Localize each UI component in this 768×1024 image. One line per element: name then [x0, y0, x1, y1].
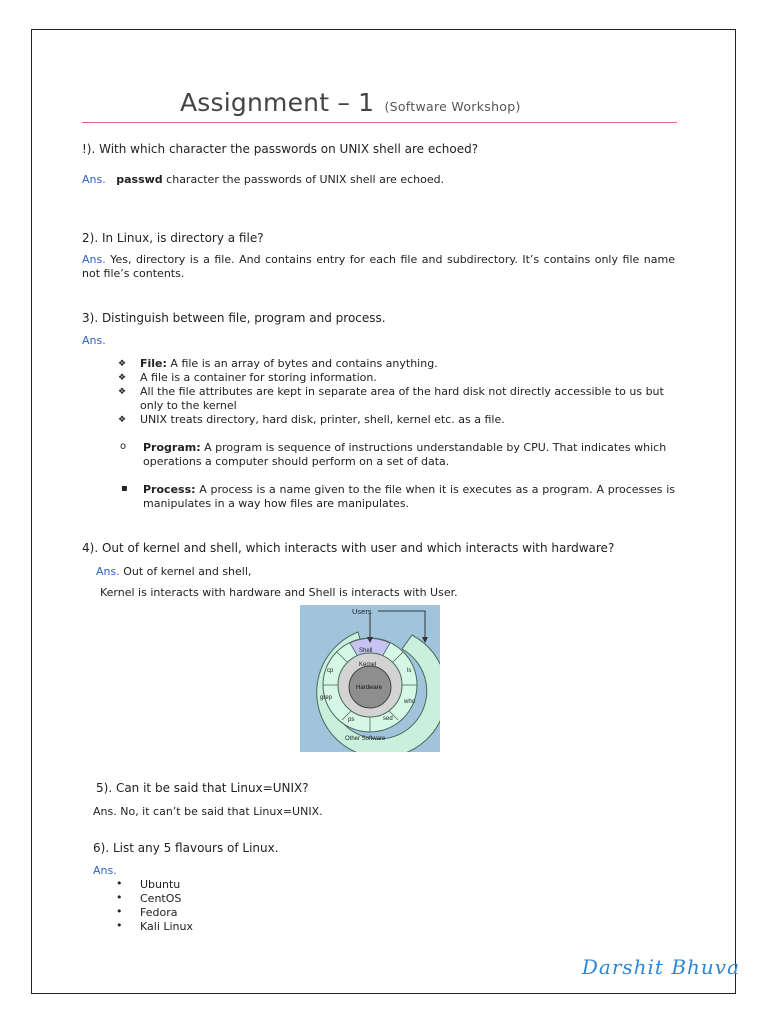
diagram-label-cp: cp — [327, 668, 334, 674]
diamond-bullet-icon: ❖ — [118, 387, 127, 397]
title-text: Assignment – 1 — [180, 88, 375, 117]
diagram-label-grep: grep — [320, 695, 333, 701]
file-item-text: A file is a container for storing information. — [140, 371, 377, 384]
list-item — [118, 385, 675, 413]
flavour-name: CentOS — [140, 892, 182, 905]
title-subtitle: (Software Workshop) — [384, 99, 521, 114]
flavour-name: Ubuntu — [140, 878, 181, 891]
answer-4-label: Ans. — [96, 565, 120, 578]
list-item — [118, 371, 675, 385]
answer-4-text: Out of kernel and shell, — [119, 565, 252, 578]
question-3: 3). Distinguish between file, program and process. — [82, 311, 386, 325]
list-item — [116, 891, 193, 906]
list-item — [116, 905, 193, 920]
list-item — [116, 919, 194, 934]
answer-5 — [93, 805, 323, 819]
file-term: File: — [140, 357, 167, 370]
answer-5-label: Ans. — [93, 805, 117, 818]
diagram-label-ps: ps — [348, 717, 355, 723]
answer-2-label: Ans. — [82, 253, 106, 266]
answer-1-text: character the passwords of UNIX shell are echoed. — [162, 173, 445, 186]
flavour-name: Fedora — [140, 906, 178, 919]
file-bullet-list — [118, 357, 675, 427]
list-item — [118, 413, 675, 427]
process-term: Process: — [143, 483, 196, 496]
diamond-bullet-icon: ❖ — [118, 415, 127, 425]
diagram-label-sed: sed — [383, 716, 393, 722]
question-1: !). With which character the passwords on UNIX shell are echoed? — [82, 142, 479, 156]
list-item — [118, 357, 675, 371]
flavour-name: Kali Linux — [140, 920, 194, 933]
question-6: 6). List any 5 flavours of Linux. — [93, 841, 279, 855]
file-item-text: UNIX treats directory, hard disk, printer, shell, kernel etc. as a file. — [140, 413, 505, 426]
answer-4-line-2: Kernel is interacts with hardware and Shell is interacts with User. — [100, 586, 458, 599]
answer-6-label: Ans. — [93, 864, 117, 877]
bullet-dot-icon: • — [116, 919, 123, 932]
question-2: 2). In Linux, is directory a file? — [82, 231, 264, 245]
unix-architecture-diagram — [300, 605, 440, 752]
file-item-text: A file is an array of bytes and contains anything. — [166, 357, 438, 370]
title-underline — [82, 122, 677, 123]
process-definition — [121, 483, 675, 511]
question-4: 4). Out of kernel and shell, which interacts with user and which interacts with hardware? — [82, 541, 615, 555]
answer-2 — [82, 253, 675, 281]
answer-1 — [82, 173, 444, 187]
diagram-label-shell: Shell — [359, 648, 373, 654]
answer-1-label: Ans. — [82, 173, 106, 186]
diamond-bullet-icon: ❖ — [118, 359, 127, 369]
answer-1-term: passwd — [116, 173, 163, 186]
page-title — [180, 88, 521, 117]
diagram-label-hardware: Hardware — [356, 685, 383, 691]
diagram-label-kernel: Kernel — [359, 662, 377, 668]
linux-flavours-list — [116, 877, 194, 934]
diagram-label-ls: ls — [407, 668, 412, 674]
diagram-label-who: who — [404, 699, 416, 705]
bullet-dot-icon: • — [116, 891, 123, 904]
list-item — [116, 877, 193, 892]
program-definition — [120, 441, 675, 469]
author-signature: Darshit Bhuva — [581, 955, 740, 979]
answer-5-text: No, it can’t be said that Linux=UNIX. — [116, 805, 323, 818]
process-text: A process is a name given to the file when it is executes as a program. A processes is manipulates in a way how files are manipulates. — [143, 483, 675, 510]
diagram-label-users: Users — [352, 607, 372, 616]
diagram-label-other-software: Other Software — [345, 736, 386, 742]
answer-3-label: Ans. — [82, 334, 106, 347]
program-marker: o — [120, 441, 127, 452]
program-term: Program: — [143, 441, 201, 454]
program-text: A program is sequence of instructions understandable by CPU. That indicates which operations a computer should perform on a set of data. — [143, 441, 667, 468]
answer-4-line-1 — [96, 565, 251, 579]
question-5: 5). Can it be said that Linux=UNIX? — [96, 781, 309, 795]
bullet-dot-icon: • — [116, 877, 123, 890]
diamond-bullet-icon: ❖ — [118, 373, 127, 383]
square-bullet-icon: ▪ — [121, 483, 128, 494]
answer-2-text: Yes, directory is a file. And contains entry for each file and subdirectory. It’s contains only file name not file’s contents. — [82, 253, 675, 280]
bullet-dot-icon: • — [116, 905, 123, 918]
file-item-text: All the file attributes are kept in separate area of the hard disk not directly accessible to us but only to the kernel — [140, 385, 664, 412]
